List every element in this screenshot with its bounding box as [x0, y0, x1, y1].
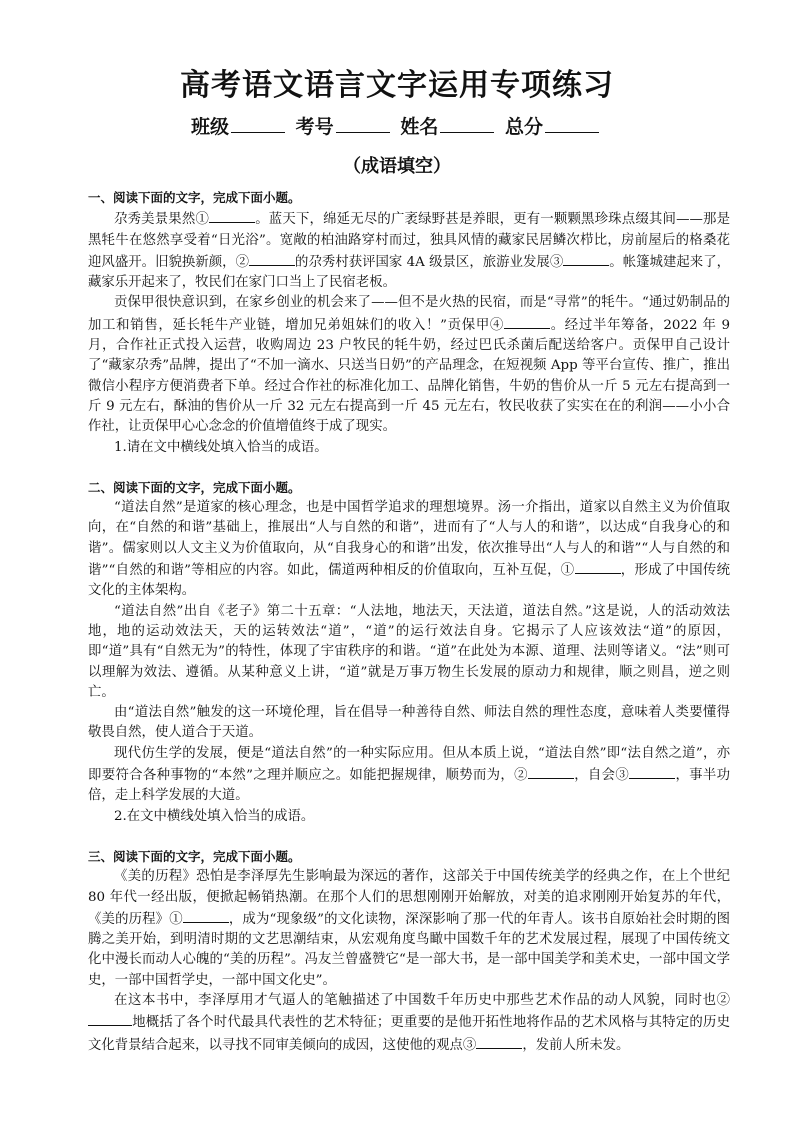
answer-blank[interactable] — [476, 1034, 522, 1049]
score-label: 总分 — [504, 116, 543, 138]
section2-paragraph-4: 现代仿生学的发展，便是“道法自然”的一种实际应用。但从本质上说，“道法自然”即“法自然之道”，亦即要符合各种事物的“本然”之理并顺应之。如能把握规律，顺势而为，② ，自会③ ，事半功倍，走上科学发展的大道。 — [88, 745, 731, 804]
answer-blank[interactable] — [249, 251, 295, 266]
section3-paragraph-2: 在这本书中，李泽厚用才气逼人的笔触描述了中国数千年历史中那些艺术作品的动人风貌，同时也②地概括了各个时代最具代表性的艺术特征；更重要的是他开拓性地将作品的艺术风格与其特定的历史文化背景结合起来，以寻找不同审美倾向的成因，这使他的观点③ ，发前人所未发。 — [88, 992, 730, 1053]
answer-blank[interactable] — [209, 208, 255, 223]
worksheet-body — [88, 188, 730, 1056]
section1-heading: 一、阅读下面的文字，完成下面小题。 — [88, 190, 301, 205]
answer-blank[interactable] — [183, 908, 229, 923]
section2-paragraph-2: “道法自然”出自《老子》第二十五章：“人法地，地法天，天法道，道法自然。”这是说，人的活动效法地，地的运动效法天，天的运转效法“道”，“道”的运行效法自身。它揭示了人应该效法“道”的原因，即“道”具有“自然无为”的特性，体现了宇宙秩序的和谐。“道”在此处为本源、道理、法则等诸义。“法”则可以理解为效法、遵循。从某种意义上讲，“道”就是万事万物生长发展的原动力和规律，顺之则昌，逆之则亡。 — [88, 603, 730, 700]
section3-heading: 三、阅读下面的文字，完成下面小题。 — [88, 848, 301, 864]
question-1: 1.请在文中横线处填入恰当的成语。 — [114, 439, 328, 455]
answer-blank[interactable] — [88, 1011, 132, 1026]
section2-paragraph-1: “道法自然”是道家的核心理念，也是中国哲学追求的理想境界。汤一介指出，道家以自然主义为价值取向，在“自然的和谐”基础上，推展出“人与自然的和谐”，进而有了“人与人的和谐”，以达成“自我身心的和谐”。儒家则以人文主义为价值取向，从“自我身心的和谐”出发，依次推导出“人与人的和谐”“人与自然的和谐”“自然的和谐”等相应的内容。如此，儒道两种相反的价值取向，互补互促，① ，形成了中国传统文化的主体架构。 — [88, 500, 730, 599]
name-label: 姓名 — [400, 116, 439, 138]
section2-paragraph-3: 由“道法自然”触发的这一环境伦理，旨在倡导一种善待自然、师法自然的理性态度，意味着人类要懂得敬畏自然，使人道合于天道。 — [88, 705, 730, 741]
student-info-line — [0, 112, 794, 139]
name-field[interactable] — [440, 114, 494, 133]
answer-blank[interactable] — [575, 559, 621, 574]
section2-heading: 二、阅读下面的文字，完成下面小题。 — [88, 479, 301, 495]
answer-blank[interactable] — [528, 764, 574, 779]
section1-paragraph-1: 尕秀美景果然① 。蓝天下，绵延无尽的广袤绿野甚是养眼，更有一颗颗黑珍珠点缀其间——那是黑牦牛在悠然享受着“日光浴”。宽敞的柏油路穿村而过，独具风情的藏家民居鳞次栉比，房前屋后的格桑花迎风盛开。旧貌换新颜，② 的尕秀村获评国家 4A 级景区，旅游业发展③ 。帐篷城建起来了，藏家乐开起来了，牧民们在家门口当上了民宿老板。 — [88, 208, 730, 293]
score-field[interactable] — [545, 114, 599, 133]
number-field[interactable] — [336, 114, 390, 133]
number-label: 考号 — [295, 116, 334, 138]
section3-paragraph-1: 《美的历程》恐怕是李泽厚先生影响最为深远的著作，这部关于中国传统美学的经典之作，在上个世纪 80 年代一经出版，便掀起畅销热潮。在那个人们的思想刚刚开始解放，对美的追求刚刚开始复苏的年代，《美的历程》① ，成为“现象级”的文化读物，深深影响了那一代的年青人。该书自原始社会时期的图腾之美开始，到明清时期的文艺思潮结束，从宏观角度鸟瞰中国数千年的艺术发展过程，展现了中国传统文化中漫长而动人心魄的“美的历程”。冯友兰曾盛赞它“是一部大书，是一部中国美学和美术史，一部中国文学史，一部中国哲学史，一部中国文化史”。 — [88, 869, 730, 988]
answer-blank[interactable] — [504, 314, 550, 329]
class-field[interactable] — [231, 114, 285, 133]
answer-blank[interactable] — [629, 764, 675, 779]
section1-paragraph-2: 贡保甲很快意识到，在家乡创业的机会来了——但不是火热的民宿，而是“寻常”的牦牛。“通过奶制品的加工和销售，延长牦牛产业链，增加兄弟姐妹们的收入！”贡保甲④ 。经过半年筹备，2022 年 9 月，合作社正式投入运营，收购周边 23 户牧民的牦牛奶，经过巴氏杀菌后配送给客户。贡保甲自己设计了“藏家尕秀”品牌，提出了“不加一滴水、只送当日奶”的产品理念，在短视频 App 等平台宣传、推广，推出微信小程序方便消费者下单。经过合作社的标准化加工、品牌化销售，牛奶的售价从一斤 5 元左右提高到一斤 9 元左右，酥油的售价从一斤 32 元左右提高到一斤 45 元左右，牧民收获了实实在在的利润——小小合作社，让贡保甲心心念念的价值增值终于成了现实。 — [88, 295, 730, 435]
answer-blank[interactable] — [563, 251, 609, 266]
page-title: 高考语文语言文字运用专项练习 — [180, 68, 614, 103]
page-subtitle: （成语填空） — [343, 156, 451, 177]
question-2: 2.在文中横线处填入恰当的成语。 — [114, 808, 315, 824]
class-label: 班级 — [191, 116, 230, 138]
